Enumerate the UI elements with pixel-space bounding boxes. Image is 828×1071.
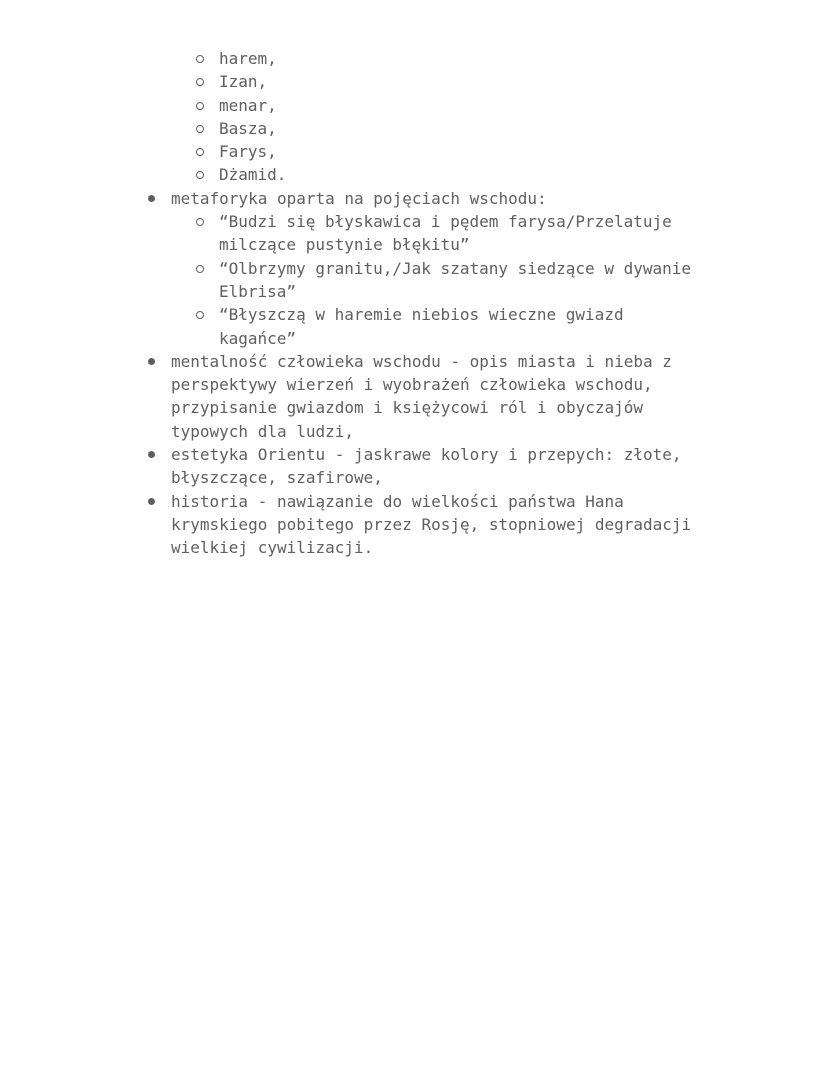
list-item (0, 70, 828, 93)
list-item-estetyka (0, 443, 828, 466)
hollow-bullet-icon (190, 47, 210, 71)
hollow-bullet-icon (190, 257, 210, 281)
list-item-text: przypisanie gwiazdom i księżycowi ról i obyczajów (171, 398, 644, 418)
list-item-continuation (0, 373, 828, 396)
list-item-text: typowych dla ludzi, (171, 421, 355, 441)
list-item-text: Dżamid. (219, 165, 287, 185)
list-item-historia (0, 490, 828, 513)
list-item-continuation (0, 466, 828, 489)
quote-item (0, 257, 828, 280)
hollow-bullet-icon (190, 210, 210, 234)
list-item-metaforyka (0, 187, 828, 210)
filled-bullet-icon (141, 490, 161, 513)
list-item-text: metaforyka oparta na pojęciach wschodu: (171, 188, 547, 208)
quote-text-line: “Olbrzymy granitu,/Jak szatany siedzące w dywanie (219, 258, 692, 278)
hollow-bullet-icon (190, 70, 210, 94)
filled-bullet-icon (141, 443, 161, 466)
list-item-text: Basza, (219, 118, 277, 138)
hollow-bullet-icon (190, 303, 210, 327)
quote-text-line: “Budzi się błyskawica i pędem farysa/Przelatuje (219, 212, 672, 232)
list-item (0, 47, 828, 70)
list-item (0, 140, 828, 163)
list-item (0, 117, 828, 140)
list-item-text: Izan, (219, 72, 268, 92)
list-item (0, 163, 828, 186)
hollow-bullet-icon (190, 163, 210, 187)
list-item-continuation (0, 536, 828, 559)
quote-item (0, 303, 828, 326)
list-item-text: perspektywy wierzeń i wyobrażeń człowieka wschodu, (171, 375, 653, 395)
filled-bullet-icon (141, 350, 161, 373)
filled-bullet-icon (141, 187, 161, 210)
list-item-text: menar, (219, 95, 277, 115)
document-body (0, 47, 828, 560)
list-item-text: Farys, (219, 142, 277, 162)
quote-text-line: “Błyszczą w haremie niebios wieczne gwiazd (219, 305, 624, 325)
hollow-bullet-icon (190, 94, 210, 118)
quote-text-line: kagańce” (219, 328, 297, 348)
list-item-text: estetyka Orientu - jaskrawe kolory i przepych: złote, (171, 445, 682, 465)
list-item-text: mentalność człowieka wschodu - opis miasta i nieba z (171, 351, 672, 371)
quote-item-continuation (0, 327, 828, 350)
quote-item (0, 210, 828, 233)
list-item-mentalnosc (0, 350, 828, 373)
list-item-continuation (0, 420, 828, 443)
list-item-text: błyszczące, szafirowe, (171, 468, 383, 488)
list-item-text: krymskiego pobitego przez Rosję, stopniowej degradacji (171, 514, 692, 534)
list-item (0, 94, 828, 117)
list-item-text: harem, (219, 49, 277, 68)
list-item-text: historia - nawiązanie do wielkości państwa Hana (171, 491, 624, 511)
quote-item-continuation (0, 280, 828, 303)
list-item-continuation (0, 513, 828, 536)
quote-text-line: Elbrisa” (219, 281, 297, 301)
hollow-bullet-icon (190, 117, 210, 141)
list-item-continuation (0, 396, 828, 419)
list-item-text: wielkiej cywilizacji. (171, 538, 374, 558)
hollow-bullet-icon (190, 140, 210, 164)
quote-item-continuation (0, 233, 828, 256)
quote-text-line: milczące pustynie błękitu” (219, 235, 470, 255)
